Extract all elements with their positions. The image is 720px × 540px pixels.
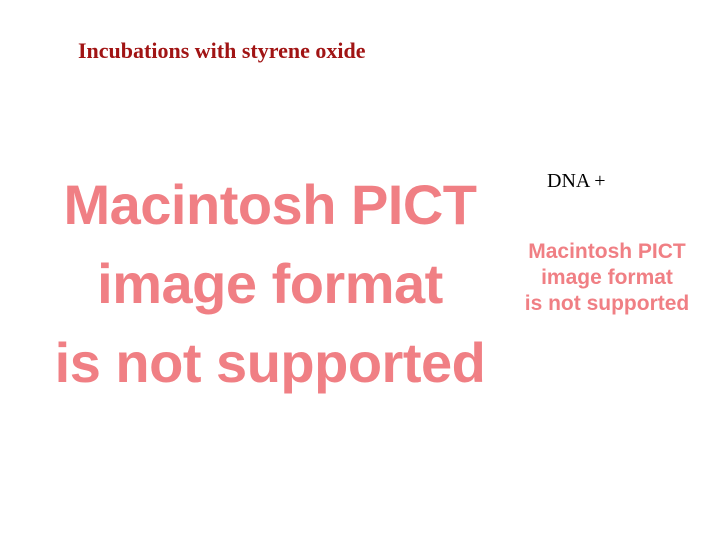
placeholder-line: Macintosh PICT	[528, 240, 686, 263]
unsupported-image-placeholder-small	[512, 239, 702, 317]
placeholder-line: Macintosh PICT	[63, 173, 477, 236]
placeholder-line: image format	[97, 252, 443, 315]
placeholder-line: is not supported	[54, 331, 486, 394]
unsupported-image-placeholder-large	[40, 165, 500, 402]
dna-label: DNA +	[547, 170, 606, 192]
slide-title: Incubations with styrene oxide	[78, 38, 366, 63]
placeholder-line: image format	[541, 266, 673, 289]
placeholder-line: is not supported	[524, 292, 690, 315]
